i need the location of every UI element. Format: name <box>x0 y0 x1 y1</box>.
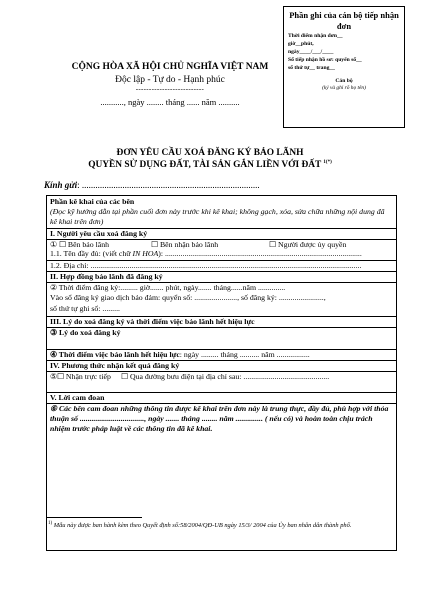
form-title-line1: ĐƠN YÊU CẦU XOÁ ĐĂNG KÝ BẢO LÃNH <box>116 148 304 158</box>
option-direct-pickup[interactable]: ⑤☐ Nhận trực tiếp <box>50 372 111 381</box>
form-title-line2: QUYỀN SỬ DỤNG ĐẤT, TÀI SẢN GẮN LIỀN VỚI ĐẤT $^{1(*)}$ <box>88 160 332 171</box>
declaration-form <box>46 195 397 551</box>
address-field[interactable]: 1.2. Địa chỉ: ........................................................................................................................................... <box>47 260 396 271</box>
record-order-field[interactable]: số thứ tự ghi sổ: ......... <box>50 304 120 313</box>
full-name-field[interactable]: 1.1. Tên đầy đủ: (viết chữ IN HOA): ..................................................................................................... <box>50 249 362 258</box>
officer-line: giờ__phút, <box>288 41 314 47</box>
section-3-title: III. Lý do xoá đăng ký và thời điểm việc bảo lãnh hết hiệu lực <box>47 316 396 327</box>
option-guarantor[interactable]: ① ☐ Bên bảo lãnh <box>50 240 110 249</box>
registration-time-field[interactable]: ② Thời điểm đăng ký:......... giờ....... phút, ngày....... tháng......năm .............. <box>47 282 396 293</box>
delivery-options <box>47 371 396 382</box>
commitment-text: ⑥ Các bên cam đoan những thông tin được kê khai trên đơn này là trung thực, đầy đủ, phù hợp với thỏa thuận số ................................., ngày ....... tháng ........ năm .............. ( nếu có) và hoàn toàn chịu trách nhiệm trước pháp luật về các thông tin đã kê khai. <box>47 403 396 434</box>
registration-book-field[interactable]: Vào sổ đăng ký giao dịch bảo đảm: quyển số: ......................, số đăng ký: ......................., <box>50 293 326 302</box>
motto: Độc lập - Tự do - Hạnh phúc <box>115 75 225 85</box>
section-5-title: V. Lời cam đoan <box>47 392 396 403</box>
officer-line: ngày____/___/____ <box>288 49 334 55</box>
section-4-title: IV. Phương thức nhận kết quả đăng ký <box>47 360 396 371</box>
recipient-label: Kính gửi <box>44 180 78 190</box>
intro-note: (Đọc kỹ hướng dẫn tại phần cuối đơn này trước khi kê khai; không gạch, xóa, sửa chữa những nội dung đã kê khai trên đơn) <box>50 207 385 226</box>
title-footnote-marker: 1(*) <box>323 160 332 165</box>
footnote-marker: 1) <box>48 521 53 526</box>
option-postal-delivery[interactable]: ☐ Qua đường bưu điện tại địa chỉ sau: ............................................ <box>121 372 330 381</box>
footnote <box>48 520 368 530</box>
option-guarantee-recipient[interactable]: ☐ Bên nhận bảo lãnh <box>151 240 219 249</box>
footnote-divider <box>46 517 142 518</box>
nation-heading: CỘNG HÒA XÃ HỘI CHỦ NGHĨA VIỆT NAM <box>71 62 269 72</box>
expiry-time-field[interactable]: ④ Thời điểm việc bảo lãnh hết hiệu lực: ngày ......... tháng .......... năm ................. <box>47 349 396 360</box>
section-1-title: I. Người yêu cầu xoá đăng ký <box>47 228 396 239</box>
officer-line: Số tiếp nhận hồ sơ: quyển số__ <box>288 57 362 63</box>
section-2-title: II. Hợp đồng bảo lãnh đã đăng ký <box>47 271 396 282</box>
option-authorized-person[interactable]: ☐ Người được ủy quyền <box>269 240 347 249</box>
date-line: ..........., ngày ........ tháng ...... năm .......... <box>100 97 240 107</box>
officer-line: số thứ tự__ trang__ <box>288 65 335 71</box>
footnote-text: Mẫu này được ban hành kèm theo Quyết định số:58/2004/QĐ-UB ngày 15/3/ 2004 của Ủy ban nhân dân thành phố. <box>53 522 352 530</box>
header-separator: -------------------------- <box>135 85 205 93</box>
deletion-reason-field[interactable]: ③ Lý do xoá đăng ký <box>47 327 396 338</box>
officer-sign-note: (ký và ghi rõ họ tên) <box>322 85 366 91</box>
recipient-line <box>44 180 260 190</box>
officer-signer: Cán bộ <box>335 78 353 84</box>
officer-box-title: Phần ghi của cán bộ tiếp nhận đơn <box>289 10 399 31</box>
intro-title: Phần kê khai của các bên <box>50 197 135 206</box>
officer-line: Thời điểm nhận đơn__ <box>288 33 343 39</box>
recipient-field[interactable]: : ............................................................................... <box>77 180 260 190</box>
officer-box <box>283 6 405 128</box>
